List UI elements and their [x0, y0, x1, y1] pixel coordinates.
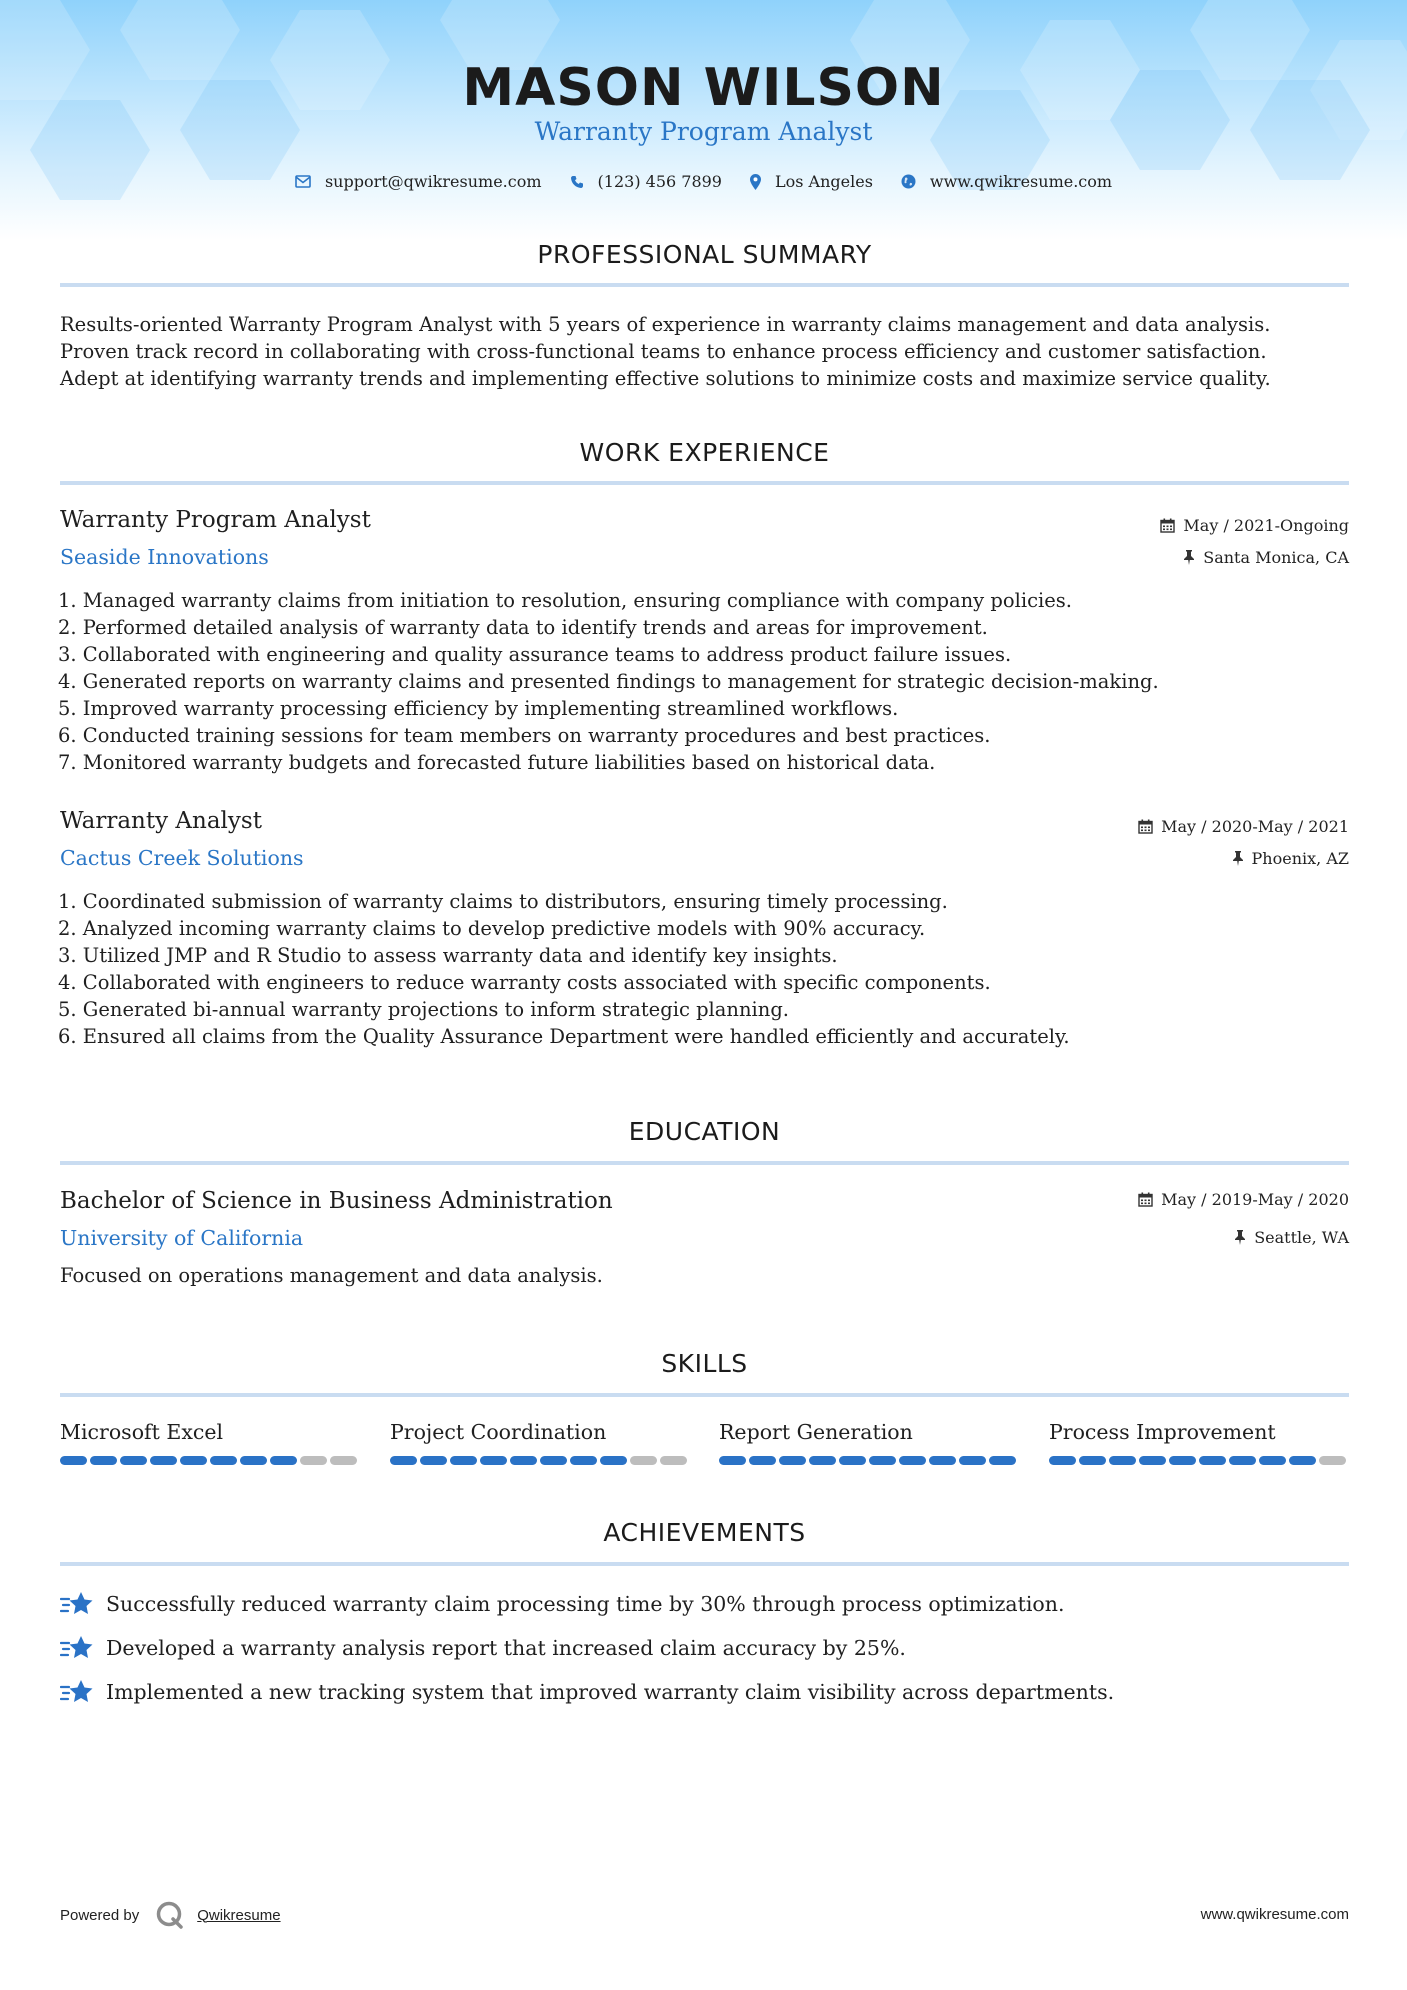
skill-level-segment: [989, 1456, 1016, 1465]
skill-level-segment: [1319, 1456, 1346, 1465]
skill-level-segment: [1139, 1456, 1166, 1465]
list-item: 4. Collaborated with engineers to reduce warranty costs associated with specific components.: [58, 971, 991, 994]
skill-level-segment: [150, 1456, 177, 1465]
qwikresume-logo-icon: [155, 1900, 185, 1930]
list-item: 1. Managed warranty claims from initiation to resolution, ensuring compliance with company policies.: [58, 589, 1072, 612]
contact-phone[interactable]: [570, 172, 722, 191]
skill-item: [60, 1420, 360, 1465]
skill-level-segment: [60, 1456, 87, 1465]
skill-level-segment: [90, 1456, 117, 1465]
pushpin-icon: [1234, 1230, 1246, 1245]
summary-text: [60, 311, 1360, 392]
skill-level-segment: [330, 1456, 357, 1465]
skill-level-segment: [1289, 1456, 1316, 1465]
powered-by-label: Powered by: [60, 1906, 140, 1924]
phone-icon: [570, 175, 584, 189]
list-item: 4. Generated reports on warranty claims and presented findings to management for strategic decision-making.: [58, 670, 1159, 693]
pushpin-icon: [1183, 550, 1195, 565]
job-location: [1183, 548, 1349, 567]
skill-level-segment: [570, 1456, 597, 1465]
location-text: Los Angeles: [774, 172, 873, 191]
contact-bar: [0, 172, 1407, 191]
contact-website[interactable]: [901, 172, 1112, 191]
achievements-heading: ACHIEVEMENTS: [603, 1518, 806, 1547]
job-bullets: [58, 587, 1358, 776]
skill-level-segment: [600, 1456, 627, 1465]
education-note: Focused on operations management and data analysis.: [60, 1264, 603, 1287]
skill-level-segment: [480, 1456, 507, 1465]
skill-level-segment: [270, 1456, 297, 1465]
contact-location: [750, 172, 873, 191]
email-text: support@qwikresume.com: [324, 172, 542, 191]
dates-text: May / 2019-May / 2020: [1161, 1190, 1349, 1209]
achievement-item: [60, 1590, 1065, 1618]
globe-icon: [901, 174, 916, 189]
skills-divider: [60, 1393, 1349, 1397]
list-item: 6. Conducted training sessions for team members on warranty procedures and best practices.: [58, 724, 991, 747]
skill-level-bar: [60, 1456, 360, 1465]
skill-level-segment: [420, 1456, 447, 1465]
skill-level-segment: [510, 1456, 537, 1465]
achievement-text: Developed a warranty analysis report that increased claim accuracy by 25%.: [106, 1636, 906, 1660]
skill-name: Project Coordination: [390, 1420, 607, 1444]
education-divider: [60, 1161, 1349, 1165]
achievement-text: Successfully reduced warranty claim processing time by 30% through process optimization.: [106, 1592, 1065, 1616]
pushpin-icon: [1232, 851, 1244, 866]
list-item: 2. Performed detailed analysis of warranty data to identify trends and areas for improvement.: [58, 616, 988, 639]
skill-name: Process Improvement: [1049, 1420, 1276, 1444]
dates-text: May / 2021-Ongoing: [1183, 516, 1349, 535]
skill-level-bar: [719, 1456, 1019, 1465]
skill-level-bar: [1049, 1456, 1349, 1465]
candidate-role: Warranty Program Analyst: [534, 117, 873, 146]
list-item: 5. Generated bi-annual warranty projections to inform strategic planning.: [58, 998, 790, 1021]
skill-level-segment: [809, 1456, 836, 1465]
skill-level-segment: [899, 1456, 926, 1465]
job-dates: [1138, 817, 1349, 836]
skill-name: Microsoft Excel: [60, 1420, 224, 1444]
skill-level-segment: [210, 1456, 237, 1465]
list-item: 5. Improved warranty processing efficiency by implementing streamlined workflows.: [58, 697, 899, 720]
skill-level-segment: [180, 1456, 207, 1465]
list-item: 2. Analyzed incoming warranty claims to develop predictive models with 90% accuracy.: [58, 917, 926, 940]
job-bullets: [58, 888, 1358, 1050]
website-text: www.qwikresume.com: [929, 172, 1113, 191]
experience-heading: WORK EXPERIENCE: [579, 438, 830, 467]
brand-link[interactable]: Qwikresume: [197, 1906, 281, 1924]
achievement-item: [60, 1634, 906, 1662]
achievement-item: [60, 1678, 1114, 1706]
education-heading: EDUCATION: [628, 1117, 781, 1146]
location-text: Seattle, WA: [1254, 1228, 1349, 1247]
skill-level-segment: [630, 1456, 657, 1465]
list-item: 3. Utilized JMP and R Studio to assess warranty data and identify key insights.: [58, 944, 838, 967]
achievement-text: Implemented a new tracking system that improved warranty claim visibility across departments.: [106, 1680, 1115, 1704]
star-icon: [60, 1678, 94, 1706]
skill-level-segment: [450, 1456, 477, 1465]
calendar-icon: [1138, 1192, 1153, 1207]
job-title: Warranty Program Analyst: [60, 507, 371, 533]
envelope-icon: [295, 175, 311, 188]
skill-level-segment: [1109, 1456, 1136, 1465]
school-name: University of California: [60, 1226, 304, 1250]
star-icon: [60, 1590, 94, 1618]
skill-item: [719, 1420, 1019, 1465]
skill-level-segment: [540, 1456, 567, 1465]
list-item: 1. Coordinated submission of warranty claims to distributors, ensuring timely processing.: [58, 890, 948, 913]
skill-level-segment: [1259, 1456, 1286, 1465]
location-text: Santa Monica, CA: [1203, 548, 1349, 567]
summary-line: Results-oriented Warranty Program Analyst with 5 years of experience in warranty claims management and data analysis.: [60, 313, 1271, 336]
summary-heading: PROFESSIONAL SUMMARY: [537, 240, 872, 269]
job-location: [1232, 849, 1349, 868]
experience-divider: [60, 481, 1349, 485]
skill-level-segment: [1199, 1456, 1226, 1465]
location-text: Phoenix, AZ: [1251, 849, 1349, 868]
map-marker-icon: [750, 174, 761, 190]
skills-heading: SKILLS: [661, 1349, 748, 1378]
skill-level-segment: [869, 1456, 896, 1465]
skill-level-segment: [1049, 1456, 1076, 1465]
degree-title: Bachelor of Science in Business Administration: [60, 1188, 613, 1214]
list-item: 7. Monitored warranty budgets and forecasted future liabilities based on historical data.: [58, 751, 936, 774]
star-icon: [60, 1634, 94, 1662]
skill-level-segment: [779, 1456, 806, 1465]
skill-level-segment: [390, 1456, 417, 1465]
dates-text: May / 2020-May / 2021: [1161, 817, 1349, 836]
company-name: Cactus Creek Solutions: [60, 846, 304, 870]
skill-level-segment: [1229, 1456, 1256, 1465]
skill-level-segment: [120, 1456, 147, 1465]
contact-email[interactable]: [295, 172, 542, 191]
skill-level-bar: [390, 1456, 690, 1465]
skill-level-segment: [749, 1456, 776, 1465]
list-item: 6. Ensured all claims from the Quality Assurance Department were handled efficiently and accurately.: [58, 1025, 1070, 1048]
company-name: Seaside Innovations: [60, 545, 269, 569]
skill-item: [390, 1420, 690, 1465]
skill-level-segment: [1169, 1456, 1196, 1465]
phone-text: (123) 456 7899: [597, 172, 722, 191]
candidate-name: MASON WILSON: [462, 58, 945, 118]
job-title: Warranty Analyst: [60, 808, 262, 834]
skill-level-segment: [1079, 1456, 1106, 1465]
skill-level-segment: [660, 1456, 687, 1465]
skill-name: Report Generation: [719, 1420, 913, 1444]
skill-level-segment: [240, 1456, 267, 1465]
skill-level-segment: [300, 1456, 327, 1465]
calendar-icon: [1138, 819, 1153, 834]
education-dates: [1138, 1190, 1349, 1209]
footer-powered-by: [60, 1900, 281, 1930]
skill-item: [1049, 1420, 1349, 1465]
summary-line: Proven track record in collaborating with cross-functional teams to enhance process efficiency and customer satisfaction.: [60, 340, 1267, 363]
job-dates: [1160, 516, 1349, 535]
achievements-divider: [60, 1562, 1349, 1566]
skill-level-segment: [959, 1456, 986, 1465]
calendar-icon: [1160, 518, 1175, 533]
list-item: 3. Collaborated with engineering and quality assurance teams to address product failure issues.: [58, 643, 1012, 666]
footer-website[interactable]: www.qwikresume.com: [1200, 1906, 1349, 1923]
skill-level-segment: [839, 1456, 866, 1465]
summary-line: Adept at identifying warranty trends and implementing effective solutions to minimize costs and maximize service quality.: [60, 367, 1271, 390]
skill-level-segment: [719, 1456, 746, 1465]
summary-divider: [60, 283, 1349, 287]
education-location: [1234, 1228, 1349, 1247]
skill-level-segment: [929, 1456, 956, 1465]
